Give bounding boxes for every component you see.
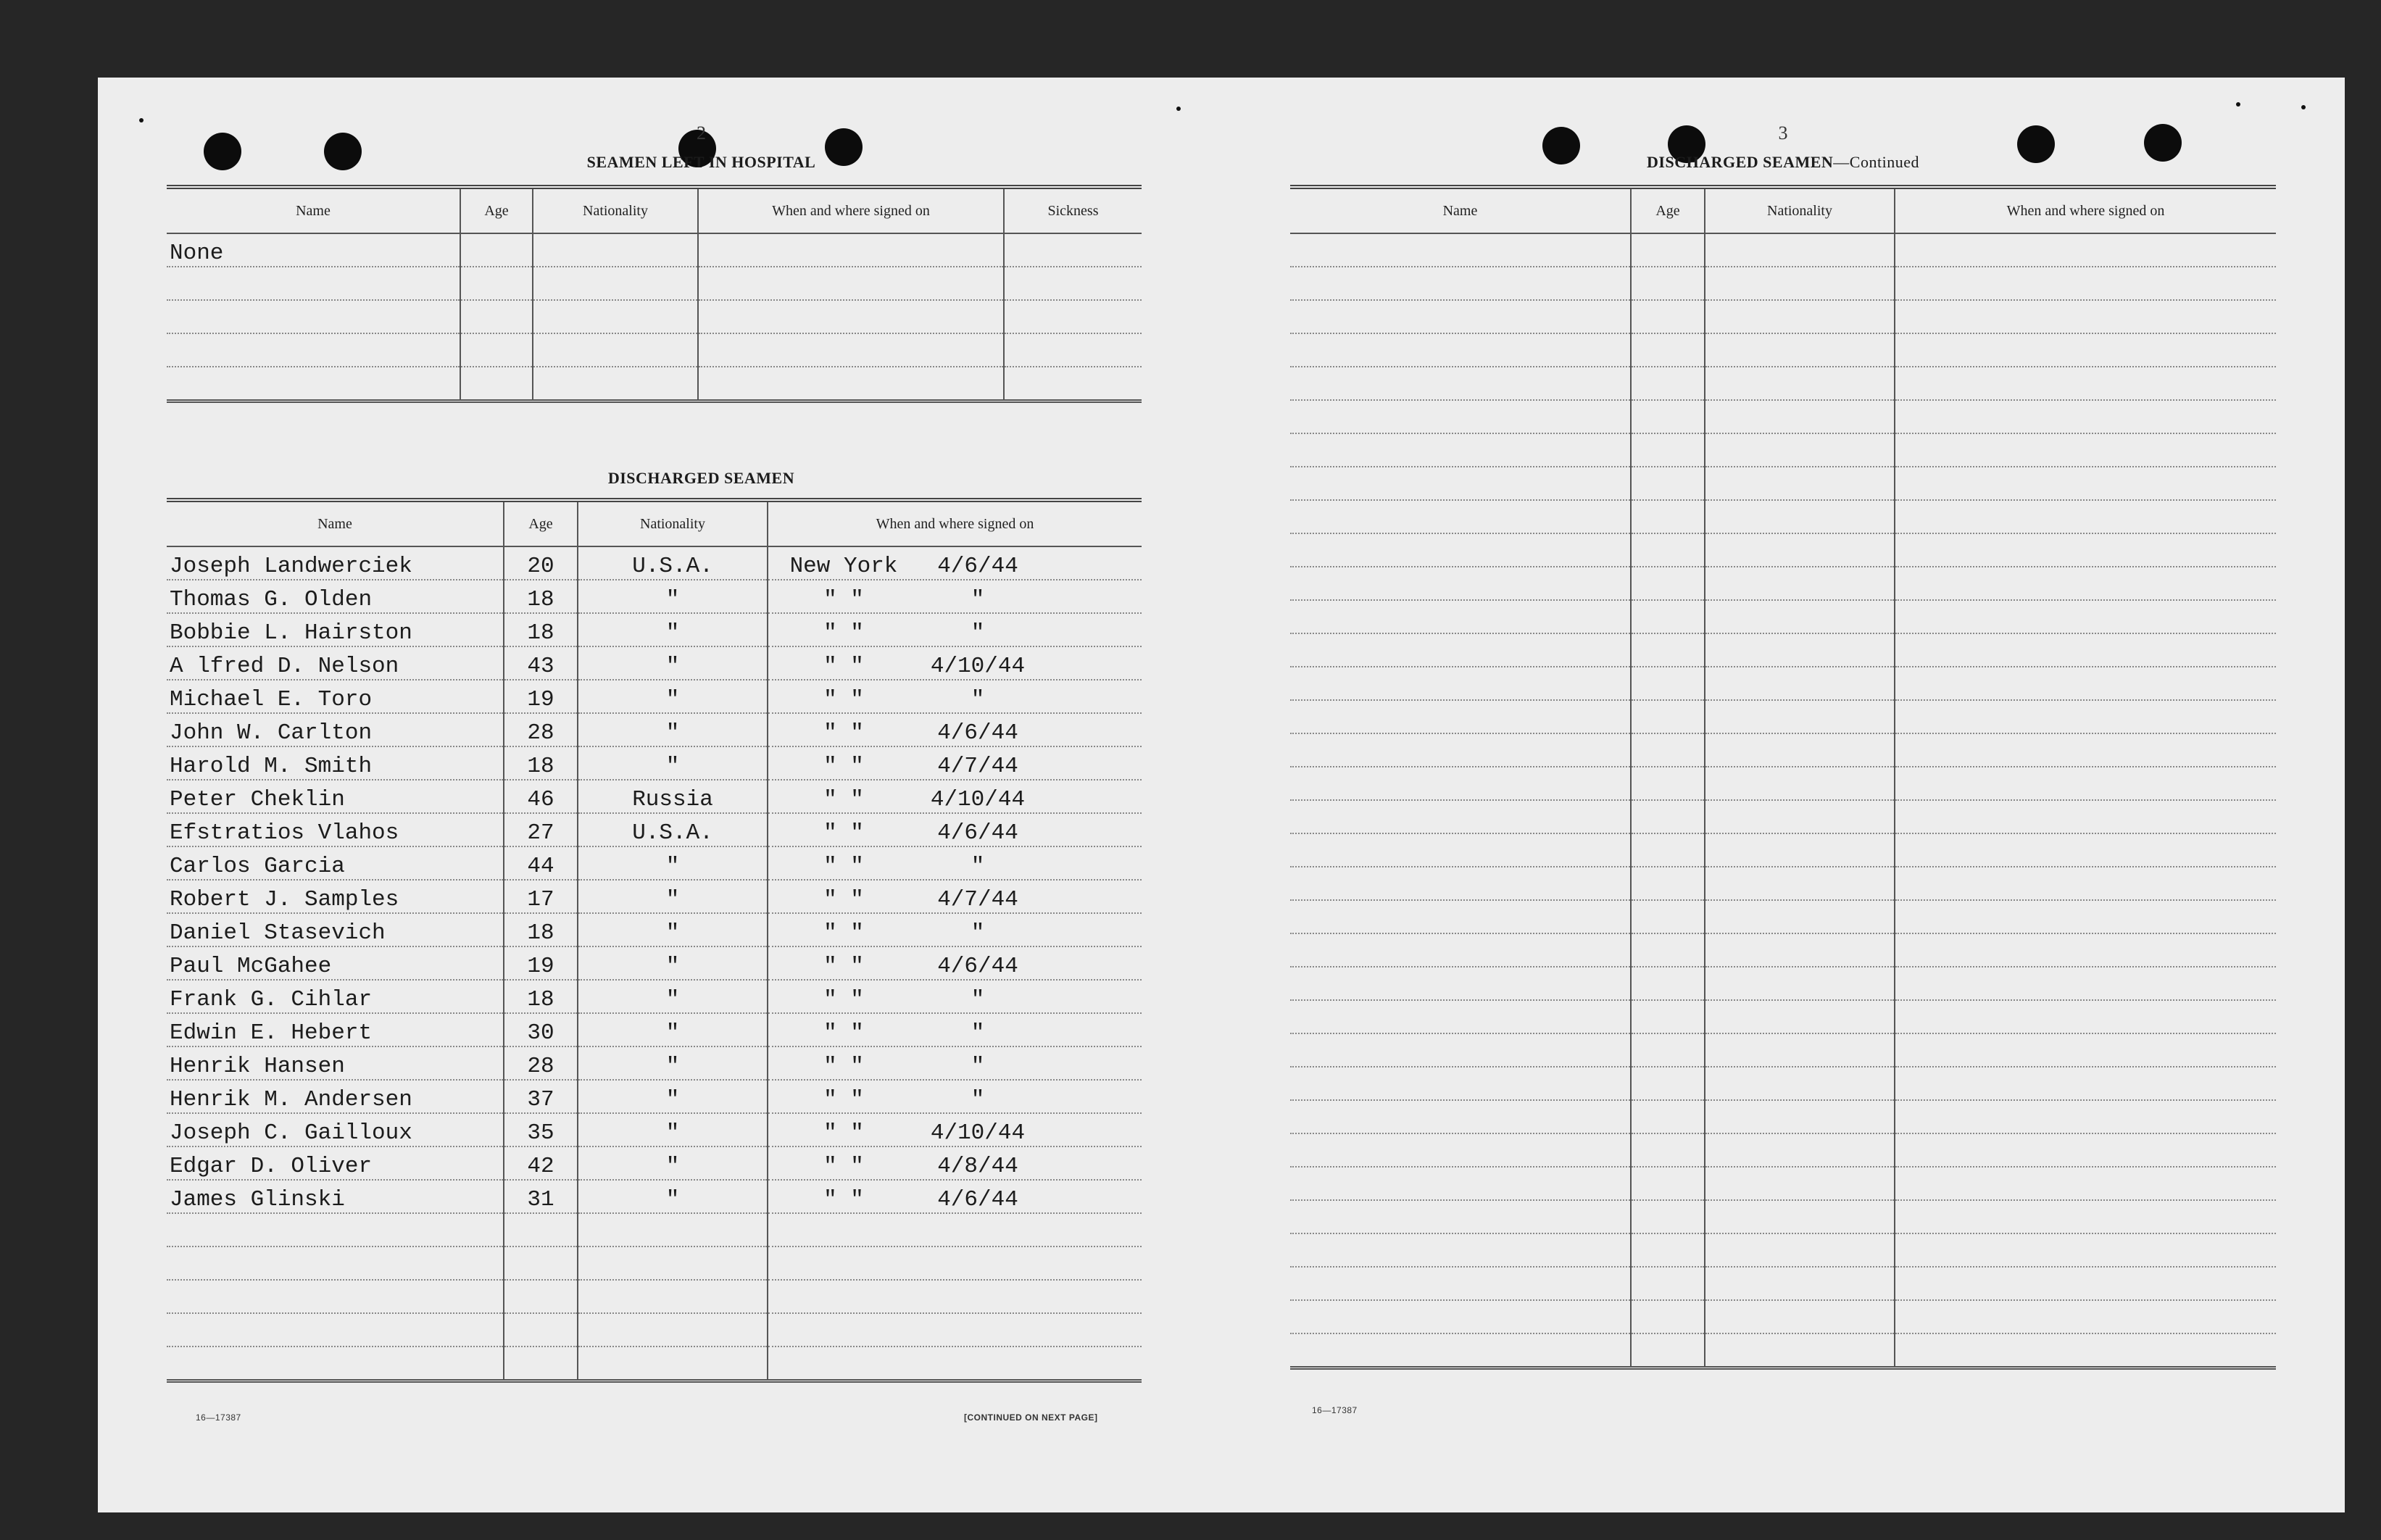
signed-on-date: " bbox=[971, 920, 985, 946]
blank-row bbox=[167, 1313, 1142, 1347]
seaman-nationality: Russia bbox=[578, 780, 768, 813]
blank-row bbox=[1290, 467, 2276, 500]
blank-row bbox=[1290, 1067, 2276, 1100]
col-header-nationality: Nationality bbox=[578, 500, 768, 546]
seaman-name: Harold M. Smith bbox=[167, 746, 504, 780]
seaman-nationality: " bbox=[578, 1080, 768, 1113]
seaman-name: Peter Cheklin bbox=[167, 780, 504, 813]
table-row bbox=[167, 546, 1142, 580]
table-row bbox=[167, 780, 1142, 813]
signed-on-place: " " bbox=[823, 1120, 864, 1146]
table-row bbox=[167, 980, 1142, 1013]
signed-on-date: 4/8/44 bbox=[937, 1154, 1018, 1180]
seaman-signed-on bbox=[768, 613, 1142, 646]
blank-row bbox=[1290, 400, 2276, 433]
seaman-age: 19 bbox=[504, 680, 578, 713]
blank-row bbox=[1290, 233, 2276, 267]
table-row bbox=[167, 1146, 1142, 1180]
seaman-signed-on bbox=[768, 1146, 1142, 1180]
ink-speck bbox=[139, 118, 144, 122]
table-row bbox=[167, 1113, 1142, 1146]
signed-on-place: " " bbox=[823, 1020, 864, 1046]
table-row bbox=[167, 1180, 1142, 1213]
seaman-signed-on bbox=[768, 1013, 1142, 1046]
blank-row bbox=[167, 1246, 1142, 1280]
seaman-age: 18 bbox=[504, 580, 578, 613]
blank-row bbox=[1290, 767, 2276, 800]
table-row bbox=[167, 880, 1142, 913]
signed-on-place: " " bbox=[823, 987, 864, 1013]
signed-on-date: " bbox=[971, 1087, 985, 1113]
table-row bbox=[167, 1046, 1142, 1080]
blank-row bbox=[1290, 1100, 2276, 1133]
section-title-suffix: —Continued bbox=[1833, 153, 1919, 171]
signed-on-place: " " bbox=[823, 587, 864, 613]
page-number: 3 bbox=[1778, 122, 1788, 143]
signed-on-place: " " bbox=[823, 620, 864, 646]
seaman-name: Michael E. Toro bbox=[167, 680, 504, 713]
signed-on-date: 4/6/44 bbox=[937, 720, 1018, 746]
col-header-name: Name bbox=[167, 187, 460, 233]
seaman-signed-on bbox=[768, 1080, 1142, 1113]
signed-on-date: " bbox=[971, 854, 985, 880]
blank-row bbox=[1290, 1200, 2276, 1233]
seaman-signed-on bbox=[768, 980, 1142, 1013]
blank-row bbox=[1290, 267, 2276, 300]
seaman-signed-on bbox=[768, 680, 1142, 713]
right-page bbox=[1290, 78, 2377, 1512]
blank-row bbox=[1290, 967, 2276, 1000]
signed-on-place: " " bbox=[823, 954, 864, 980]
seaman-signed-on bbox=[768, 1113, 1142, 1146]
signed-on-place: " " bbox=[823, 820, 864, 846]
seaman-nationality: " bbox=[578, 1146, 768, 1180]
col-header-nationality: Nationality bbox=[1705, 187, 1895, 233]
seaman-age: 17 bbox=[504, 880, 578, 913]
signed-on-place: " " bbox=[823, 854, 864, 880]
col-header-signed-on: When and where signed on bbox=[1895, 187, 2276, 233]
signed-on-date: " bbox=[971, 587, 985, 613]
col-header-nationality: Nationality bbox=[533, 187, 698, 233]
signed-on-place: " " bbox=[823, 1187, 864, 1213]
seaman-name: Efstratios Vlahos bbox=[167, 813, 504, 846]
seaman-age: 46 bbox=[504, 780, 578, 813]
seaman-age: 18 bbox=[504, 913, 578, 946]
seaman-name: Joseph C. Gailloux bbox=[167, 1113, 504, 1146]
signed-on-place: " " bbox=[823, 887, 864, 913]
table-row bbox=[167, 1013, 1142, 1046]
blank-row bbox=[1290, 900, 2276, 933]
signed-on-date: 4/10/44 bbox=[930, 787, 1026, 813]
blank-row bbox=[1290, 567, 2276, 600]
col-header-age: Age bbox=[504, 500, 578, 546]
seaman-age: 18 bbox=[504, 980, 578, 1013]
seaman-age: 31 bbox=[504, 1180, 578, 1213]
continued-note: [CONTINUED ON NEXT PAGE] bbox=[964, 1412, 1098, 1423]
seaman-age: 35 bbox=[504, 1113, 578, 1146]
blank-row bbox=[1290, 333, 2276, 367]
col-header-age: Age bbox=[460, 187, 533, 233]
signed-on-place: " " bbox=[823, 1054, 864, 1080]
signed-on-date: 4/6/44 bbox=[937, 1187, 1018, 1213]
seaman-nationality: " bbox=[578, 746, 768, 780]
seaman-name: Henrik M. Andersen bbox=[167, 1080, 504, 1113]
seaman-nationality: " bbox=[578, 880, 768, 913]
col-header-name: Name bbox=[167, 500, 504, 546]
table-row bbox=[167, 846, 1142, 880]
seaman-name: Edgar D. Oliver bbox=[167, 1146, 504, 1180]
signed-on-date: 4/10/44 bbox=[930, 1120, 1026, 1146]
discharged-table bbox=[167, 498, 1142, 1383]
seaman-age: 19 bbox=[504, 946, 578, 980]
seaman-nationality: " bbox=[578, 613, 768, 646]
hospital-table bbox=[167, 185, 1142, 403]
left-page bbox=[167, 78, 1236, 1512]
signed-on-date: 4/10/44 bbox=[930, 654, 1026, 680]
signed-on-date: " bbox=[971, 987, 985, 1013]
blank-row bbox=[1290, 1300, 2276, 1333]
seaman-signed-on bbox=[768, 846, 1142, 880]
seaman-age: 42 bbox=[504, 1146, 578, 1180]
seaman-age: 28 bbox=[504, 1046, 578, 1080]
table-row bbox=[167, 646, 1142, 680]
seaman-nationality: " bbox=[578, 1013, 768, 1046]
form-number: 16—17387 bbox=[196, 1412, 241, 1423]
table-row bbox=[167, 680, 1142, 713]
seaman-signed-on bbox=[768, 646, 1142, 680]
seaman-signed-on bbox=[768, 1046, 1142, 1080]
signed-on-place: " " bbox=[823, 654, 864, 680]
seaman-age: 27 bbox=[504, 813, 578, 846]
blank-row bbox=[1290, 700, 2276, 733]
blank-row bbox=[1290, 433, 2276, 467]
seaman-signed-on bbox=[768, 546, 1142, 580]
hospital-section-title: SEAMEN LEFT IN HOSPITAL bbox=[586, 153, 816, 171]
seaman-age: 18 bbox=[504, 613, 578, 646]
seaman-age: 20 bbox=[504, 546, 578, 580]
blank-row bbox=[1290, 633, 2276, 667]
seaman-age: 37 bbox=[504, 1080, 578, 1113]
blank-row bbox=[1290, 1133, 2276, 1167]
seaman-signed-on bbox=[768, 713, 1142, 746]
table-row bbox=[167, 580, 1142, 613]
seaman-name: Henrik Hansen bbox=[167, 1046, 504, 1080]
signed-on-date: " bbox=[971, 1020, 985, 1046]
seaman-nationality: U.S.A. bbox=[578, 813, 768, 846]
section-title-main: DISCHARGED SEAMEN bbox=[1647, 153, 1834, 171]
signed-on-place: " " bbox=[823, 1087, 864, 1113]
signed-on-date: 4/6/44 bbox=[937, 554, 1018, 580]
seaman-signed-on bbox=[768, 913, 1142, 946]
seaman-name: Robert J. Samples bbox=[167, 880, 504, 913]
blank-row bbox=[167, 1213, 1142, 1246]
signed-on-date: 4/6/44 bbox=[937, 954, 1018, 980]
seaman-nationality: " bbox=[578, 580, 768, 613]
blank-row bbox=[1290, 1333, 2276, 1368]
seaman-name: Carlos Garcia bbox=[167, 846, 504, 880]
blank-row bbox=[1290, 1267, 2276, 1300]
signed-on-date: " bbox=[971, 1054, 985, 1080]
seaman-signed-on bbox=[768, 1180, 1142, 1213]
seaman-signed-on bbox=[768, 746, 1142, 780]
seaman-nationality: " bbox=[578, 1046, 768, 1080]
seaman-signed-on bbox=[768, 580, 1142, 613]
seaman-name: Bobbie L. Hairston bbox=[167, 613, 504, 646]
signed-on-place: " " bbox=[823, 720, 864, 746]
col-header-sickness: Sickness bbox=[1004, 187, 1142, 233]
seaman-nationality: " bbox=[578, 980, 768, 1013]
seaman-signed-on bbox=[768, 813, 1142, 846]
blank-row bbox=[167, 1280, 1142, 1313]
blank-row bbox=[1290, 1033, 2276, 1067]
table-row bbox=[167, 946, 1142, 980]
seaman-nationality: " bbox=[578, 1180, 768, 1213]
seaman-age: 43 bbox=[504, 646, 578, 680]
blank-row bbox=[1290, 800, 2276, 833]
signed-on-date: " bbox=[971, 620, 985, 646]
signed-on-place: New York bbox=[789, 554, 898, 580]
form-number: 16—17387 bbox=[1312, 1405, 1358, 1415]
blank-row bbox=[1290, 1233, 2276, 1267]
seaman-signed-on bbox=[768, 880, 1142, 913]
seaman-nationality: " bbox=[578, 646, 768, 680]
blank-row bbox=[1290, 500, 2276, 533]
seaman-signed-on bbox=[768, 946, 1142, 980]
blank-row bbox=[1290, 533, 2276, 567]
signed-on-date: 4/6/44 bbox=[937, 820, 1018, 846]
seaman-name: James Glinski bbox=[167, 1180, 504, 1213]
col-header-signed-on: When and where signed on bbox=[698, 187, 1004, 233]
blank-row bbox=[1290, 1000, 2276, 1033]
hospital-entry: None bbox=[167, 233, 460, 267]
seaman-nationality: " bbox=[578, 713, 768, 746]
blank-row bbox=[1290, 300, 2276, 333]
blank-row bbox=[1290, 667, 2276, 700]
continued-table bbox=[1290, 185, 2276, 1370]
seaman-name: Paul McGahee bbox=[167, 946, 504, 980]
seaman-nationality: " bbox=[578, 913, 768, 946]
seaman-nationality: " bbox=[578, 680, 768, 713]
table-row bbox=[167, 713, 1142, 746]
seaman-name: Joseph Landwerciek bbox=[167, 546, 504, 580]
col-header-name: Name bbox=[1290, 187, 1631, 233]
seaman-name: John W. Carlton bbox=[167, 713, 504, 746]
seaman-nationality: " bbox=[578, 946, 768, 980]
signed-on-date: 4/7/44 bbox=[937, 754, 1018, 780]
seaman-name: Thomas G. Olden bbox=[167, 580, 504, 613]
signed-on-place: " " bbox=[823, 920, 864, 946]
table-row bbox=[167, 813, 1142, 846]
seaman-signed-on bbox=[768, 780, 1142, 813]
continued-section-title bbox=[1290, 153, 2276, 172]
signed-on-place: " " bbox=[823, 787, 864, 813]
seaman-age: 18 bbox=[504, 746, 578, 780]
col-header-age: Age bbox=[1631, 187, 1705, 233]
signed-on-date: 4/7/44 bbox=[937, 887, 1018, 913]
blank-row bbox=[1290, 733, 2276, 767]
table-row bbox=[167, 746, 1142, 780]
seaman-age: 30 bbox=[504, 1013, 578, 1046]
seaman-nationality: U.S.A. bbox=[578, 546, 768, 580]
discharged-section-title: DISCHARGED SEAMEN bbox=[607, 469, 795, 487]
table-row bbox=[167, 913, 1142, 946]
col-header-signed-on: When and where signed on bbox=[768, 500, 1142, 546]
blank-row bbox=[167, 1347, 1142, 1381]
blank-row bbox=[1290, 867, 2276, 900]
signed-on-place: " " bbox=[823, 754, 864, 780]
blank-row bbox=[1290, 1167, 2276, 1200]
seaman-name: A lfred D. Nelson bbox=[167, 646, 504, 680]
document-sheet bbox=[98, 78, 2345, 1512]
signed-on-place: " " bbox=[823, 687, 864, 713]
seaman-nationality: " bbox=[578, 1113, 768, 1146]
table-row bbox=[167, 1080, 1142, 1113]
table-row bbox=[167, 613, 1142, 646]
seaman-age: 28 bbox=[504, 713, 578, 746]
seaman-name: Daniel Stasevich bbox=[167, 913, 504, 946]
page-number: 2 bbox=[697, 122, 706, 143]
blank-row bbox=[1290, 600, 2276, 633]
seaman-age: 44 bbox=[504, 846, 578, 880]
seaman-name: Edwin E. Hebert bbox=[167, 1013, 504, 1046]
blank-row bbox=[1290, 833, 2276, 867]
blank-row bbox=[1290, 933, 2276, 967]
signed-on-date: " bbox=[971, 687, 985, 713]
seaman-name: Frank G. Cihlar bbox=[167, 980, 504, 1013]
seaman-nationality: " bbox=[578, 846, 768, 880]
signed-on-place: " " bbox=[823, 1154, 864, 1180]
blank-row bbox=[1290, 367, 2276, 400]
